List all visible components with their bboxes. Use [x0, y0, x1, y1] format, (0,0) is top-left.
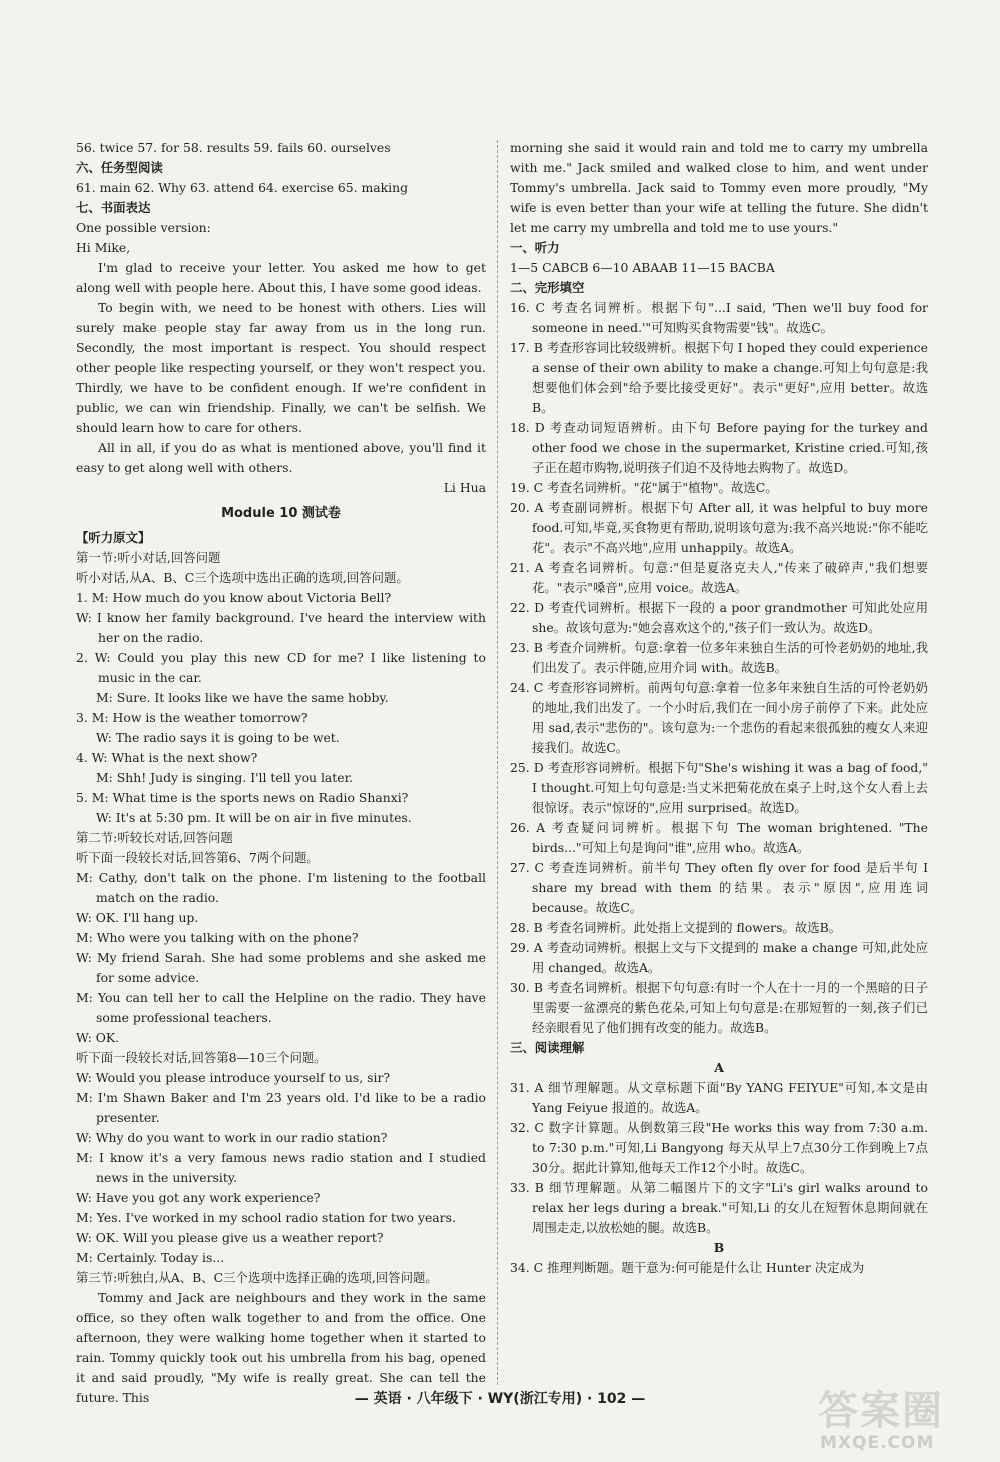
section-task-reading-heading: 六、任务型阅读 — [76, 160, 163, 175]
dialogue-line: W: Would you please introduce yourself to us, sir? — [76, 1070, 391, 1085]
dialogue-line: 1. M: How much do you know about Victoria Bell? — [76, 590, 392, 605]
answer-31: 31. A 细节理解题。从文章标题下面"By YANG FEIYUE"可知,本文是由 Yang Feiyue 报道的。故选A。 — [510, 1080, 928, 1115]
dialogue-line: M: You can tell her to call the Helpline on the radio. They have some professional teachers. — [76, 990, 486, 1025]
answer-26: 26. A 考查疑问词辨析。根据下句 The woman brightened. "The birds..."可知上句是询问"谁",应用 who。故选A。 — [510, 820, 928, 855]
letter-paragraph-3: All in all, if you do as what is mentioned above, you'll find it easy to get along well with others. — [76, 440, 486, 475]
answer-27: 27. C 考查连词辨析。前半句 They often fly over for food 是后半句 I share my bread with them 的结果。表示"原因",应用连词 because。故选C。 — [510, 860, 928, 915]
module-title: Module 10 测试卷 — [221, 506, 341, 521]
answer-33: 33. B 细节理解题。从第二幅图片下的文字"Li's girl walks around to relax her legs during a break."可知,Li 的女儿在短暂休息期间就在周围走走,以放松她的腿。故选B。 — [510, 1180, 928, 1235]
dialogue-line: M: Cathy, don't talk on the phone. I'm listening to the football match on the radio. — [76, 870, 486, 905]
answer-21: 21. A 考查名词辨析。句意:"但是夏洛克夫人,"传来了破碎声,"我们想要花。"表示"嗓音",应用 voice。故选A。 — [510, 560, 928, 595]
letter-greeting: Hi Mike, — [76, 240, 131, 255]
answer-29: 29. A 考查动词辨析。根据上文与下文提到的 make a change 可知,此处应用 changed。故选A。 — [510, 940, 928, 975]
section-writing-heading: 七、书面表达 — [76, 200, 151, 215]
dialogue-line: W: The radio says it is going to be wet. — [96, 730, 340, 745]
letter-signature: Li Hua — [443, 480, 486, 495]
answer-18: 18. D 考查动词短语辨析。由下句 Before paying for the turkey and other food we chose in the supermarket, Kristine cried.可知,孩子正在超市购物,说明孩子们迫不及待地去购物了。故选D。 — [510, 420, 928, 475]
answer-20: 20. A 考查副词辨析。根据下句 After all, it was helpful to buy more food.可知,毕竟,买食物更有帮助,说明该句意为:我不高兴地说:"你不能吃花"。表示"不高兴地",应用 unhappily。故选A。 — [510, 500, 928, 555]
dialogue-line: M: Yes. I've worked in my school radio station for two years. — [76, 1210, 456, 1225]
section-listening-heading: 一、听力 — [510, 240, 560, 255]
dialogue-line: M: I'm Shawn Baker and I'm 23 years old. I'd like to be a radio presenter. — [76, 1090, 486, 1125]
dialogue-line: W: My friend Sarah. She had some problems and she asked me for some advice. — [76, 950, 486, 985]
dialogue-line: W: Why do you want to work in our radio station? — [76, 1130, 388, 1145]
listening-part-2-instruction-b: 听下面一段较长对话,回答第8—10三个问题。 — [76, 1050, 327, 1065]
answers-56-60: 56. twice 57. for 58. results 59. fails 60. ourselves — [76, 140, 391, 155]
listening-part-3-heading: 第三节:听独白,从A、B、C三个选项中选择正确的选项,回答问题。 — [76, 1270, 438, 1285]
dialogue-line: M: Certainly. Today is... — [76, 1250, 225, 1265]
listening-part-2-instruction: 听下面一段较长对话,回答第6、7两个问题。 — [76, 850, 319, 865]
answer-16: 16. C 考查名词辨析。根据下句"...I said, 'Then we'll buy food for someone in need.'"可知购买食物需要"钱"。故选C。 — [510, 300, 928, 335]
letter-paragraph-2: To begin with, we need to be honest with others. Lies will surely make people stay far away from us in the long run. Secondly, the most important is respect. You should respect other people like respecting yourself, or they won't respect you. Thirdly, we have to be confident enough. If we're confident in public, we can win friendship. Finally, we can't be selfish. We should learn how to care for others. — [76, 300, 486, 435]
answer-25: 25. D 考查形容词辨析。根据下句"She's wishing it was a bag of food," I thought.可知上句句意是:当丈米把菊花放在桌子上时,这个女人看上去很惊讶。表示"惊讶的",应用 surprised。故选D。 — [510, 760, 928, 815]
answer-30: 30. B 考查名词辨析。根据下句句意:有时一个人在十一月的一个黑暗的日子里需要一盆漂亮的紫色花朵,可知上句句意是:在那短暂的一刻,孩子们已经亲眼看见了他们拥有改变的能力。故选B。 — [510, 980, 928, 1035]
dialogue-line: 5. M: What time is the sports news on Radio Shanxi? — [76, 790, 409, 805]
dialogue-line: W: It's at 5:30 pm. It will be on air in five minutes. — [96, 810, 412, 825]
dialogue-line: W: Have you got any work experience? — [76, 1190, 321, 1205]
watermark-site: MXQE.COM — [820, 1433, 935, 1453]
dialogue-line: 2. W: Could you play this new CD for me? I like listening to music in the car. — [76, 650, 486, 685]
dialogue-line: 3. M: How is the weather tomorrow? — [76, 710, 308, 725]
dialogue-line: M: I know it's a very famous news radio station and I studied news in the university. — [76, 1150, 486, 1185]
dialogue-line: M: Sure. It looks like we have the same hobby. — [96, 690, 389, 705]
answers-61-65: 61. main 62. Why 63. attend 64. exercise 65. making — [76, 180, 409, 195]
answer-22: 22. D 考查代词辨析。根据下一段的 a poor grandmother 可知此处应用 she。故该句意为:"她会喜欢这个的,"孩子们一致认为。故选D。 — [510, 600, 928, 635]
possible-version-label: One possible version: — [76, 220, 211, 235]
left-column — [76, 138, 486, 1408]
dialogue-line: M: Shh! Judy is singing. I'll tell you later. — [96, 770, 354, 785]
answer-34: 34. C 推理判断题。题干意为:何可能是什么让 Hunter 决定成为 — [510, 1260, 865, 1275]
dialogue-line: M: Who were you talking with on the phone? — [76, 930, 359, 945]
listening-part-1-heading: 第一节:听小对话,回答问题 — [76, 550, 221, 565]
letter-paragraph-1: I'm glad to receive your letter. You asked me how to get along well with people here. About this, I have some good ideas. — [76, 260, 486, 295]
dialogue-line: W: OK. Will you please give us a weather report? — [76, 1230, 384, 1245]
monologue-paragraph-cont: morning she said it would rain and told me to carry my umbrella with me." Jack smiled and walked close to him, and went under Tommy's umbrella. Jack said to Tommy even more proudly, "My wife is even better than your wife at telling the future. She didn't let me carry my umbrella and told me to use yours." — [510, 140, 928, 235]
passage-b-label: B — [713, 1240, 725, 1255]
answer-19: 19. C 考查名词辨析。"花"属于"植物"。故选C。 — [510, 480, 778, 495]
answers-1-15: 1—5 CABCB 6—10 ABAAB 11—15 BACBA — [510, 260, 775, 275]
section-cloze-heading: 二、完形填空 — [510, 280, 585, 295]
watermark-logo — [810, 1375, 980, 1455]
answer-32: 32. C 数字计算题。从倒数第三段"He works this way from 7:30 a.m. to 7:30 p.m."可知,Li Bangyong 每天从早上7点30分工作到晚上7点30分。据此计算知,他每天工作12个小时。故选C。 — [510, 1120, 928, 1175]
monologue-paragraph: Tommy and Jack are neighbours and they work in the same office, so they often walk together to and from the office. One afternoon, they were walking home together when it started to rain. Tommy quickly took out his umbrella from his bag, opened it and said proudly, "My wife is really great. She can tell the future. This — [76, 1290, 486, 1405]
column-divider — [497, 140, 498, 1385]
listening-part-1-instruction: 听小对话,从A、B、C三个选项中选出正确的选项,回答问题。 — [76, 570, 409, 585]
dialogue-line: W: OK. I'll hang up. — [76, 910, 199, 925]
listening-part-2-heading: 第二节:听较长对话,回答问题 — [76, 830, 233, 845]
answer-24: 24. C 考查形容词辨析。前两句句意:拿着一位多年来独自生活的可怜老奶奶的地址,我们出发了。一个小时后,我们在一间小房子前停了下来。此处应用 sad,表示"悲伤的"。该句意为:一个悲伤的看起来很孤独的瘦女人来迎接我们。故选C。 — [510, 680, 928, 755]
dialogue-line: W: OK. — [76, 1030, 120, 1045]
watermark-logo-text: 答案圈 — [818, 1388, 944, 1434]
dialogue-line: W: I know her family background. I've heard the interview with her on the radio. — [76, 610, 486, 645]
dialogue-line: 4. W: What is the next show? — [76, 750, 258, 765]
listening-script-label: 【听力原文】 — [76, 530, 151, 545]
right-column — [510, 138, 928, 1278]
answer-17: 17. B 考查形容词比较级辨析。根据下句 I hoped they could experience a sense of their own ability to make a change.可知上句句意是:我想要他们体会到"给予要比接受更好"。表示"更好",应用 better。故选B。 — [510, 340, 928, 415]
section-reading-heading: 三、阅读理解 — [510, 1040, 585, 1055]
passage-a-label: A — [714, 1060, 724, 1075]
answer-28: 28. B 考查名词辨析。此处指上文提到的 flowers。故选B。 — [510, 920, 842, 935]
page-footer: — 英语 · 八年级下 · WY(浙江专用) · 102 — — [354, 1391, 646, 1407]
answer-23: 23. B 考查介词辨析。句意:拿着一位多年来独自生活的可怜老奶奶的地址,我们出发了。表示伴随,应用介词 with。故选B。 — [510, 640, 928, 675]
